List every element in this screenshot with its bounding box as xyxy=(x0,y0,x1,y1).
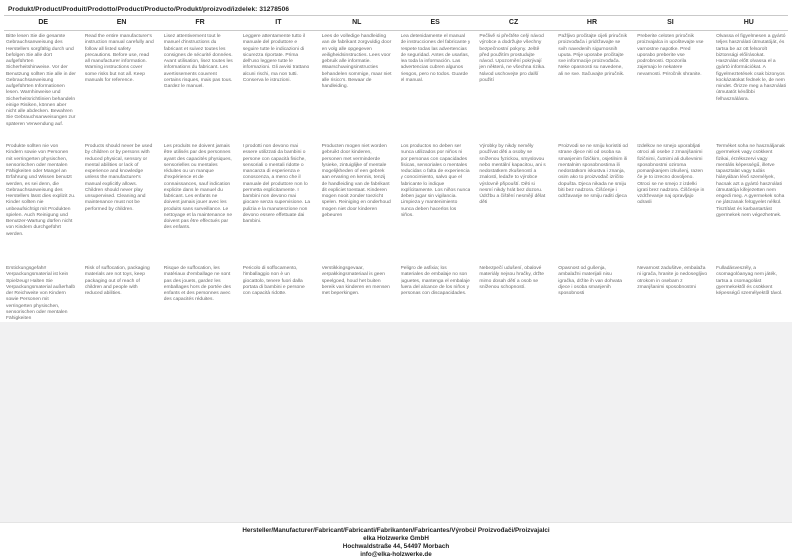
instruction-cell-es-p2: Los productos no deben ser nunca utilizados por niños ni por personas con capacidades físicas, sensoriales o mentales reducidas o falta de experiencia y conocimiento, salvo que el fabricante lo indique explícitamente. Los niños nunca deben jugar sin vigilancia. Limpieza y mantenimiento nunca deben hacerlos los niños. xyxy=(400,144,471,218)
instruction-cell-it-p1: Leggere attentamente tutto il manuale del produttore e seguire tutte le indicazioni di sicurezza riportate. Prima dell'uso leggere tutte le informazioni. Gli avvisi trattano alcuni rischi, ma non tutti. Conserva le istruzioni. xyxy=(242,34,310,83)
manufacturer-footer xyxy=(0,527,792,559)
instruction-cell-en-p2: Products should never be used by children or by persons with reduced physical, sensory or mental abilities or lack of experience and knowledge unless the manufacturer's manual explicitly allows. Children should never play unsupervised. Cleaning and maintenance must not be performed by children. xyxy=(84,144,153,212)
instruction-cell-de-p1: Bitte lesen Sie die gesamte Gebrauchsanweisung des Herstellers sorgfältig durch und befolgen Sie alle dort aufgeführten Sicherheitshinweise. Vor der Benutzung sollten Sie alle in der Gebrauchsanweisung aufgeführten Informationen lesen. Warnhinweise und Sicherheitsrichtlinien behandeln einige Risiken, können aber nicht alle abdecken. Bewahren Sie Gebrauchsanweisungen zur späteren Verwendung auf. xyxy=(6,34,76,127)
instruction-cell-nl-p3: Verstikkingsgevaar, verpakkingsmateriaal is geen speelgoed, houd het buiten bereik van kinderen en mensen met beperkingen. xyxy=(321,266,390,297)
instruction-cell-si-p3: Nevarnost zadušitve, embalaža ni igrača, hranite jo nedosegljivo otrokom in osebam z zmanjšanimi sposobnostmi xyxy=(637,266,708,290)
instruction-cell-nl-p1: Lees de volledige handleiding van de fabrikant zorgvuldig door en volg alle opgegeven veiligheidsinstructies. Lees voor gebruik alle informatie. Waarschuwingsinstructies behandelen sommige, maar niet alle risico's. Bewaar de handleiding. xyxy=(321,34,392,90)
instruction-cell-es-p3: Peligro de asfixia; los materiales de embalaje no son juguetes, mantenga el embalaje fuera del alcance de los niños y personas con discapacidades. xyxy=(400,266,470,297)
instruction-cell-cz-p2: Výrobky by nikdy neměly používat děti a osoby se sníženou fyzickou, smyslovou nebo mentální kapacitou, ani s nedostatkem zkušeností a znalostí, ledaže to výrobce výslovně připouští. Děti si nesmí nikdy hrát bez dozoru. Údržbu a čištění nesmějí dělat děti xyxy=(479,144,546,206)
instruction-cell-de-p3: Erstickungsgefahr! Verpackungsmaterial ist kein Spielzeug! Halten Sie Verpackungsmaterial außerhalb der Reichweite von Kindern sowie Personen mit verringerten physischen, sensorischen oder mentalen Fähigkeiten xyxy=(6,266,76,322)
instruction-cell-hr-p3: Opasnost od gušenja, ambalažni materijali nisu igračka, držite ih van dohvata djece i osoba smanjenih sposobnosti xyxy=(558,266,622,297)
column-header-it: IT xyxy=(275,19,282,26)
instruction-cell-en-p3: Risk of suffocation, packaging materials are not toys, keep packaging out of reach of children and people with reduced abilities. xyxy=(84,266,150,297)
instruction-cell-hu-p2: Terméket soha ne használjanak gyermekek vagy csökkent fizikai, érzékszervi vagy mentális képességű, illetve tapasztalat vagy tudás hiányában lévő személyek, hacsak azt a gyártó használati útmutatója kifejezetten nem engedi meg. A gyermekek soha ne játszanak felügyelet nélkül. Tisztítást és karbantartást gyermekek nem végezhetnek. xyxy=(716,144,785,218)
instruction-cell-cz-p3: Nebezpečí udušení, obalové materiály nejsou hračky, držte mimo dosah dětí a osob se sníženou schopností. xyxy=(479,266,544,290)
column-header-hu: HU xyxy=(743,19,754,26)
column-header-si: SI xyxy=(667,19,674,26)
column-header-cz: CZ xyxy=(508,19,519,26)
instructions-table xyxy=(6,30,786,322)
instruction-cell-hu-p1: Olvassa el figyelmesen a gyártó teljes használati útmutatóját, és tartsa be az ott felsorolt biztonsági előírásokat. Használat előtt olvassa el a gyártó információkat. A figyelmeztetések csak bizonyos kockázatokat fednek le, de nem mindet. Őrizze meg a használati útmutatót későbbi felhasználásra. xyxy=(716,34,786,102)
instruction-cell-si-p2: Izdelkov ne smejo uporabljati otroci ali osebe z zmanjšanimi fizičnimi, čutnimi ali duševnimi sposobnostmi oziroma pomanjkanjem izkušenj, razen če je to izrecno dovoljeno. Otroci se ne smejo z izdelki igrati brez nadzora. Čiščenje in vzdrževanje naj opravljajo odrasli xyxy=(637,144,705,206)
instruction-cell-fr-p3: Risque de suffocation, les matériaux d'emballage ne sont pas des jouets, gardez les emballages hors de portée des enfants et des personnes avec des capacités réduites. xyxy=(163,266,231,303)
column-header-es: ES xyxy=(430,19,440,26)
instruction-cell-fr-p1: Lisez attentivement tout le manuel d'instructions du fabricant et suivez toutes les consignes de sécurité données. Avant utilisation, lisez toutes les informations du fabricant. Les avertissements couvrent certains risques, mais pas tous. Gardez le manuel. xyxy=(163,34,233,90)
instruction-cell-it-p3: Pericolo di soffocamento, l'imballaggio non è un giocattolo, tenere fuori dalla portata di bambini e persone con capacità ridotte. xyxy=(242,266,305,297)
instruction-cell-de-p2: Produkte sollten nie von Kindern sowie von Personen mit verringerten physischen, sensorischen oder mentalen Fähigkeiten oder Mangel an Erfahrung und Wissen benutzt werden, es sei denn, die Gebrauchsanweisung des Herstellers lässt dies explizit zu. Kinder sollten nie unbeaufsichtigt mit Produkten spielen. Auch Reinigung und Benutzer-Wartung dürfen nicht von Kindern durchgeführt werden. xyxy=(6,144,76,237)
product-number-header: Produkt/Product/Produit/Prodotto/Product/Producto/Produkt/proizvod/izdelek: 31278506 xyxy=(8,6,290,13)
column-header-nl: NL xyxy=(352,19,362,26)
manufacturer-name: elka Holzwerke GmbH xyxy=(363,535,429,542)
instruction-cell-hr-p1: Pažljivo pročitajte cijeli priručnik proizvođača i pridržavajte se svih navedenih sigurnosnih uputa. Prije uporabe pročitajte sve informacije proizvođača. Neke opasnosti su navedene, ali ne sve. Sačuvajte priručnik. xyxy=(558,34,628,77)
instruction-cell-nl-p2: Producten mogen niet worden gebruikt door kinderen, personen met verminderde fysieke, zintuiglijke of mentale mogelijkheden of een gebrek aan ervaring en kennis, tenzij de handleiding van de fabrikant dit expliciet toestaat. Kinderen mogen nooit zonder toezicht spelen. Reiniging en onderhoud mogen niet door kinderen gebeuren xyxy=(321,144,391,218)
instruction-cell-hr-p2: Proizvodi se ne smiju koristiti od strane djece niti od osoba sa smanjenim fizičkim, osjetilnim ili mentalnim sposobnostima ili nedostatkom iskustva i znanja, osim ako to proizvođač izričito dopušta. Djeca nikada ne smiju biti bez nadzora. Čišćenje i održavanje ne smiju raditi djeca xyxy=(558,144,628,200)
instruction-cell-si-p1: Preberite celoten priročnik proizvajalca in upoštevajte vse varnostne napotke. Pred uporabo preberite vse podrobnosti. Opozorila zajemajo le nekatere nevarnosti. Priročnik shranite. xyxy=(637,34,704,77)
instruction-cell-cz-p1: Pečlivě si přečtěte celý návod výrobce a dodržujte všechny bezpečnostní pokyny. Ještě před použitím prostudujte návod. Upozornění pokrývají jen některá, ne všechna rizika. Návod uschovejte pro další použití xyxy=(479,34,546,83)
instruction-cell-hu-p3: Fulladásveszély, a csomagolóanyag nem játék, tartsa a csomagolást gyermekektől és csökkent képességű személyektől távol. xyxy=(716,266,783,297)
instruction-cell-es-p1: Lea detenidamente el manual de instrucciones del fabricante y respete todas las advertencias de seguridad. Antes de usarlas, lea toda la información. Las advertencias cubren algunos riesgos, pero no todos. Guarde el manual. xyxy=(400,34,471,83)
column-header-en: EN xyxy=(116,19,127,26)
column-header-de: DE xyxy=(38,19,49,26)
column-header-fr: FR xyxy=(195,19,205,26)
manufacturer-address: Hochwaldstraße 44, 54497 Morbach xyxy=(342,543,450,550)
language-header-row xyxy=(4,15,788,31)
instruction-cell-fr-p2: Les produits ne doivent jamais être utilisés par des personnes ayant des capacités physiques, sensorielles ou mentales réduites ou un manque d'expérience et de connaissances, sauf indication explicite dans le manuel du fabricant. Les enfants ne doivent jamais jouer avec les produits sans surveillance. Le nettoyage et la maintenance ne doivent pas être effectués par des enfants. xyxy=(163,144,233,231)
column-header-hr: HR xyxy=(586,19,598,26)
instruction-cell-it-p2: I prodotti non devono mai essere utilizzati da bambini o persone con capacità fisiche, sensoriali o mentali ridotte o mancanza di esperienza e conoscenza, a meno che il manuale del produttore non lo permetta esplicitamente. I bambini non devono mai giocare senza supervisione. La pulizia e la manutenzione non devono essere effettuate dai bambini. xyxy=(242,144,311,225)
manufacturer-email: info@elka-holzwerke.de xyxy=(360,551,432,558)
empty-page-area xyxy=(0,322,792,523)
manufacturer-roles-line: Hersteller/Manufacturer/Fabricant/Fabricanti/Fabrikanten/Fabricantes/Výrobci/ Proizvođači/Proizvajalci xyxy=(242,527,550,534)
instruction-cell-en-p1: Read the entire manufacturer's instruction manual carefully and follow all listed safety precautions. Before use, read all manufacturer information. Warning instructions cover some risks but not all. Keep manuals for reference. xyxy=(84,34,154,83)
